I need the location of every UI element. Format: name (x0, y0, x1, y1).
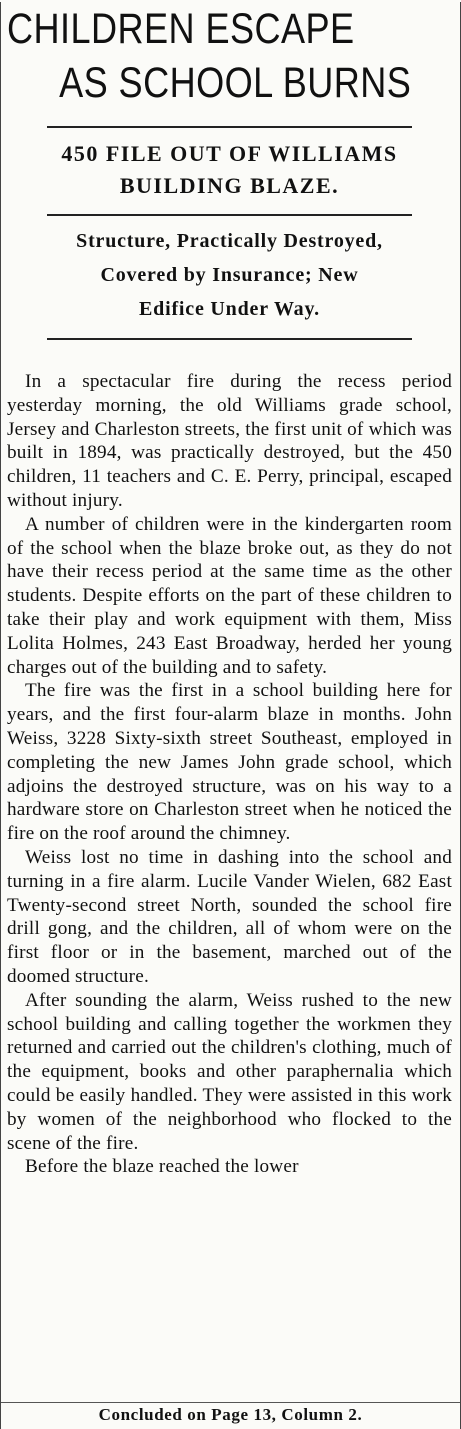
paragraph-1: In a spectacular fire during the recess period yesterday morning, the old Williams grade school, Jersey and Charleston streets, the first unit of which was built in 1894, was practically destroyed, but the 450 children, 11 teachers and C. E. Perry, principal, escaped without injury. (7, 371, 452, 511)
headline (7, 2, 452, 110)
article-body (7, 370, 452, 1179)
second-deck-line-3: Edifice Under Way. (139, 298, 320, 320)
second-deck (7, 224, 452, 326)
body-rule (47, 338, 412, 340)
paragraph-5: After sounding the alarm, Weiss rushed to the new school building and calling together the workmen they returned and carried out the children's clothing, much of the equipment, books and other paraphernalia which could be easily handled. They were assisted in this work by women of the neighborhood who flocked to the scene of the fire. (7, 989, 452, 1154)
second-deck-line-1: Structure, Practically Destroyed, (76, 230, 383, 252)
headline-line-2: AS SCHOOL BURNS (59, 59, 412, 107)
deck-rule (47, 214, 412, 216)
paragraph-3: The fire was the first in a school building here for years, and the first four-alarm blaze in months. John Weiss, 3228 Sixty-sixth street Southeast, employed in completing the new James John grade school, which adjoins the destroyed structure, was on his way to a hardware store on Charleston street when he noticed the fire on the roof around the chimney. (7, 680, 452, 845)
paragraph-6: Before the blaze reached the lower (25, 1156, 299, 1178)
headline-line-1: CHILDREN ESCAPE (7, 5, 355, 53)
continued-notice: Concluded on Page 13, Column 2. (98, 1405, 363, 1424)
footer-rule (1, 1402, 460, 1403)
paragraph-2: A number of children were in the kindergarten room of the school when the blaze broke out, as they do not have their recess period at the same time as the other students. Despite efforts on the part of these children to take their play and work equipment with them, Miss Lolita Holmes, 243 East Broadway, herded her young charges out of the building and to safety. (7, 513, 452, 678)
first-deck-line-1: 450 FILE OUT OF WILLIAMS (61, 141, 398, 166)
paragraph-4: Weiss lost no time in dashing into the school and turning in a fire alarm. Lucile Vander Wielen, 682 East Twenty-second street North, sounded the school fire drill gong, and the children, all of whom were on the first floor or in the basement, marched out of the doomed structure. (7, 846, 452, 987)
first-deck (7, 138, 452, 202)
newspaper-column (0, 2, 461, 1429)
first-deck-line-2: BUILDING BLAZE. (119, 173, 340, 198)
second-deck-line-2: Covered by Insurance; New (100, 264, 359, 286)
headline-rule (47, 126, 412, 128)
